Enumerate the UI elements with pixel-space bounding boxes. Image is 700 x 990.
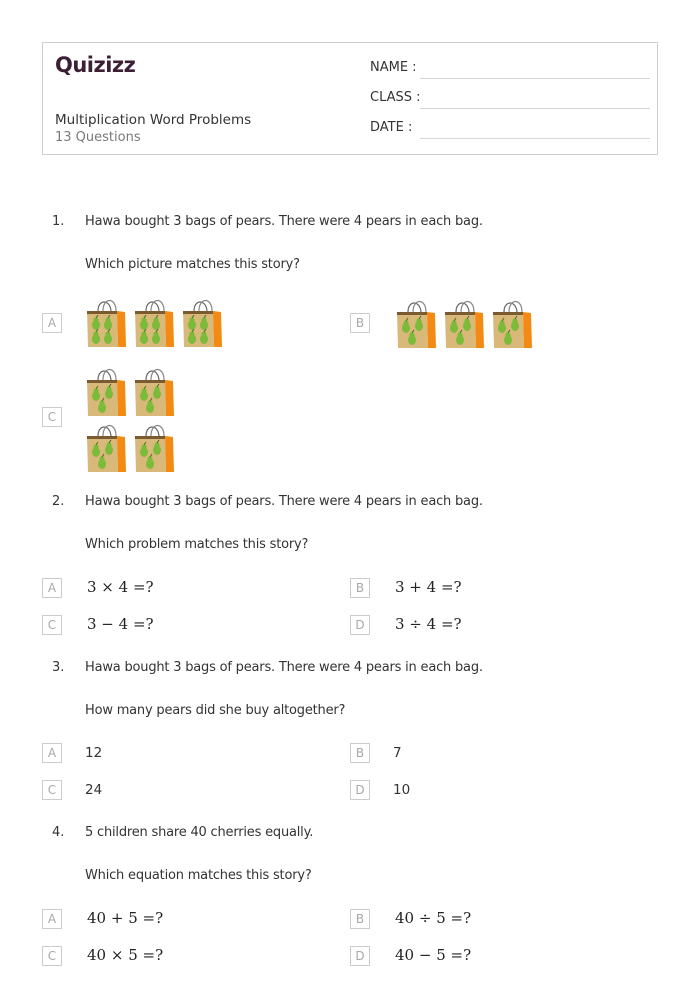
pear-bag-icon <box>490 298 532 348</box>
question-text: Hawa bought 3 bags of pears. There were 4 pears in each bag. <box>85 214 483 229</box>
question-prompt: How many pears did she buy altogether? <box>85 703 346 718</box>
option-a-box[interactable]: A <box>42 743 62 763</box>
quizizz-logo: Quizizz <box>55 53 136 77</box>
option-c-box[interactable]: C <box>42 407 62 427</box>
date-field[interactable] <box>370 120 650 140</box>
option-b-box[interactable]: B <box>350 743 370 763</box>
option-b-box[interactable]: B <box>350 909 370 929</box>
name-label: NAME : <box>370 60 417 75</box>
option-b-box[interactable]: B <box>350 578 370 598</box>
question-text: Hawa bought 3 bags of pears. There were 4 pears in each bag. <box>85 660 483 675</box>
pear-bag-icon <box>84 297 126 347</box>
option-a-image <box>84 297 222 347</box>
class-field[interactable] <box>370 90 650 110</box>
pear-bag-icon <box>84 366 126 416</box>
pear-bag-icon <box>442 298 484 348</box>
pear-bag-icon <box>132 297 174 347</box>
option-c-text: 24 <box>85 782 103 798</box>
pear-bag-icon <box>84 422 126 472</box>
name-field[interactable] <box>370 60 650 80</box>
class-line[interactable] <box>420 108 650 109</box>
question-prompt: Which equation matches this story? <box>85 868 312 883</box>
worksheet-title: Multiplication Word Problems <box>55 112 252 128</box>
option-c-box[interactable]: C <box>42 615 62 635</box>
date-line[interactable] <box>420 138 650 139</box>
option-c-text: 40 × 5 =? <box>87 946 164 964</box>
question-number: 4. <box>52 825 65 840</box>
question-number: 3. <box>52 660 65 675</box>
option-c-box[interactable]: C <box>42 780 62 800</box>
option-b-image <box>394 298 532 348</box>
pear-bag-icon <box>394 298 436 348</box>
question-number: 1. <box>52 214 65 229</box>
option-a-box[interactable]: A <box>42 578 62 598</box>
worksheet-header <box>42 42 658 155</box>
question-text: Hawa bought 3 bags of pears. There were 4 pears in each bag. <box>85 494 483 509</box>
option-d-box[interactable]: D <box>350 780 370 800</box>
question-prompt: Which picture matches this story? <box>85 257 300 272</box>
pear-bag-icon <box>132 422 174 472</box>
question-count: 13 Questions <box>55 130 141 145</box>
option-b-text: 7 <box>393 745 402 761</box>
option-c-text: 3 − 4 =? <box>87 615 154 633</box>
option-b-box[interactable]: B <box>350 313 370 333</box>
option-b-text: 40 ÷ 5 =? <box>395 909 472 927</box>
option-d-box[interactable]: D <box>350 615 370 635</box>
option-a-box[interactable]: A <box>42 313 62 333</box>
option-d-box[interactable]: D <box>350 946 370 966</box>
option-a-text: 40 + 5 =? <box>87 909 164 927</box>
question-number: 2. <box>52 494 65 509</box>
option-d-text: 3 ÷ 4 =? <box>395 615 462 633</box>
date-label: DATE : <box>370 120 413 135</box>
option-a-text: 3 × 4 =? <box>87 578 154 596</box>
name-line[interactable] <box>420 78 650 79</box>
question-prompt: Which problem matches this story? <box>85 537 309 552</box>
class-label: CLASS : <box>370 90 421 105</box>
option-d-text: 40 − 5 =? <box>395 946 472 964</box>
option-a-box[interactable]: A <box>42 909 62 929</box>
option-c-image <box>84 366 184 472</box>
question-text: 5 children share 40 cherries equally. <box>85 825 314 840</box>
option-c-box[interactable]: C <box>42 946 62 966</box>
pear-bag-icon <box>180 297 222 347</box>
option-b-text: 3 + 4 =? <box>395 578 462 596</box>
option-a-text: 12 <box>85 745 103 761</box>
option-d-text: 10 <box>393 782 411 798</box>
pear-bag-icon <box>132 366 174 416</box>
